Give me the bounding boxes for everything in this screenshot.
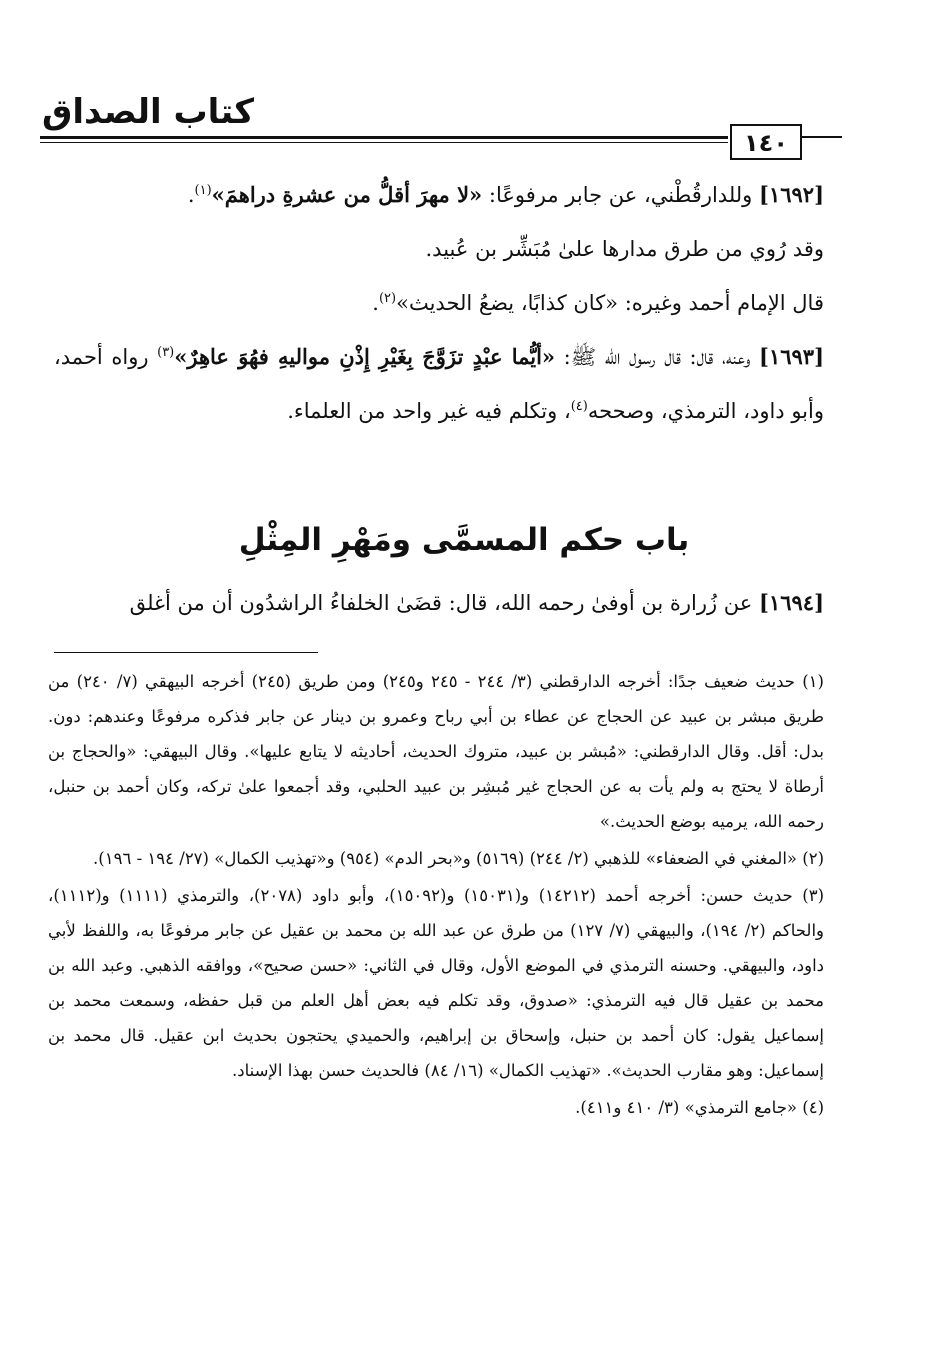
footnote-text: حديث ضعيف جدًا: أخرجه الدارقطني (٣/ ٢٤٤ - ٢٤٥ و٢٤٥) ومن طريق (٢٤٥) أخرجه البيهقي (٧/ ٢٤٠) من طريق مبشر بن عبيد عن الحجاج عن عطاء بن أبي رباح وعمرو بن دينار عن جابر فذكره مرفوعًا وعندهم: دون. بدل: أقل. وقال الدارقطني: «مُبشر بن عبيد، متروك الحديث، أحاديثه لا يتابع عليها». وقال البيهقي: «والحجاج بن أرطاة لا يحتج به ولم يأت به عن الحجاج غير مُبشِر بن عبيد الحلبي، وقد أجمعوا علىٰ تركه، وكان أحمد بن حنبل، رحمه الله، يرميه بوضع الحديث.»	[48, 672, 824, 831]
footnote	[48, 878, 824, 1088]
footnote-ref[interactable]: (١)	[194, 183, 212, 198]
footnote	[48, 1090, 824, 1125]
page-header	[40, 92, 840, 162]
hadith-1692	[54, 168, 824, 222]
footnote-ref[interactable]: (٣)	[157, 345, 175, 360]
hadith-text: عن زُرارة بن أوفىٰ رحمه الله، قال: قضَىٰ الخلفاءُ الراشدُون أن من أغلق	[129, 591, 759, 615]
header-rule	[40, 136, 728, 139]
hadith-number: [١٦٩٢]	[759, 182, 824, 207]
chapter-title: باب حكم المسمَّى ومَهْرِ المِثْلِ	[238, 522, 690, 558]
footnote-number: (٣)	[802, 886, 825, 905]
footnote-separator	[54, 652, 318, 653]
page-number: ١٤٠	[730, 124, 802, 160]
hadith-1694	[54, 578, 824, 628]
footnote	[48, 841, 824, 876]
footnote-text: «جامع الترمذي» (٣/ ٤١٠ و٤١١).	[575, 1098, 803, 1117]
hadith-text-end: ، وتكلم فيه غير واحد من العلماء.	[287, 399, 571, 423]
footnotes	[48, 664, 824, 1127]
footnote-ref[interactable]: (٢)	[378, 291, 397, 306]
main-text-continued	[54, 578, 824, 628]
footnote-number: (١)	[802, 672, 824, 691]
hadith-text: رواه أحمد، وأبو داود، الترمذي، وصححه	[54, 345, 824, 423]
hadith-number: [١٦٩٤]	[759, 590, 824, 615]
header-rule-thin	[40, 142, 728, 143]
main-text	[54, 168, 824, 438]
hadith-intro: وعنه، قال: قال رسول الله ﷺ:	[555, 345, 759, 369]
hadith-1693	[54, 330, 824, 438]
footnote	[48, 664, 824, 839]
footnote-text: «المغني في الضعفاء» للذهبي (٢/ ٢٤٤) (٥١٦٩) و«بحر الدم» (٩٥٤) و«تهذيب الكمال» (٢٧/ ١٩٤ - ١٩٦).	[93, 849, 803, 868]
hadith-intro: وللدارقُطْني، عن جابر مرفوعًا:	[482, 183, 759, 207]
header-rule-right	[802, 136, 842, 138]
footnote-number: (٢)	[802, 849, 824, 868]
footnote-text: حديث حسن: أخرجه أحمد (١٤٢١٢) و(١٥٠٣١) و(١٥٠٩٢)، وأبو داود (٢٠٧٨)، والترمذي (١١١١) و(١١١٢)، والحاكم (٢/ ١٩٤)، والبيهقي (٧/ ١٢٧) من طرق عن عبد الله بن محمد بن عقيل عن جابر مرفوعًا به، واللفظ لأبي داود، والبيهقي. وحسنه الترمذي في الموضع الأول، وقال في الثاني: «حسن صحيح»، ووافقه الذهبي. وعبد الله بن محمد بن عقيل قال فيه الترمذي: «صدوق، وقد تكلم فيه بعض أهل العلم من قبل حفظه، وسمعت محمد بن إسماعيل يقول: كان أحمد بن حنبل، وإسحاق بن إبراهيم، والحميدي يحتجون بحديث ابن عقيل. قال محمد بن إسماعيل: وهو مقارب الحديث». «تهذيب الكمال» (١٦/ ٨٤) فالحديث حسن بهذا الإسناد.	[48, 886, 825, 1080]
hadith-end: .	[187, 183, 195, 207]
hadith-number: [١٦٩٣]	[759, 344, 824, 369]
footnote-ref[interactable]: (٤)	[570, 399, 588, 414]
text-line-end: .	[372, 291, 379, 315]
footnote-number: (٤)	[802, 1098, 824, 1117]
text-line: وقد رُوي من طرق مدارها علىٰ مُبَشِّر بن عُبيد.	[425, 237, 824, 261]
hadith-quote: «أيُّما عبْدٍ تزَوَّجَ بِغَيْرِ إِذْنِ مواليهِ فهُوَ عاهِرٌ»	[174, 344, 556, 369]
hadith-quote: «لا مهرَ أقلُّ من عشرةِ دراهمَ»	[211, 182, 483, 207]
text-line-body: قال الإمام أحمد وغيره: «كان كذابًا، يضعُ الحديث»	[396, 291, 824, 315]
text-line	[54, 276, 824, 330]
book-title: كتاب الصداق	[42, 92, 255, 132]
